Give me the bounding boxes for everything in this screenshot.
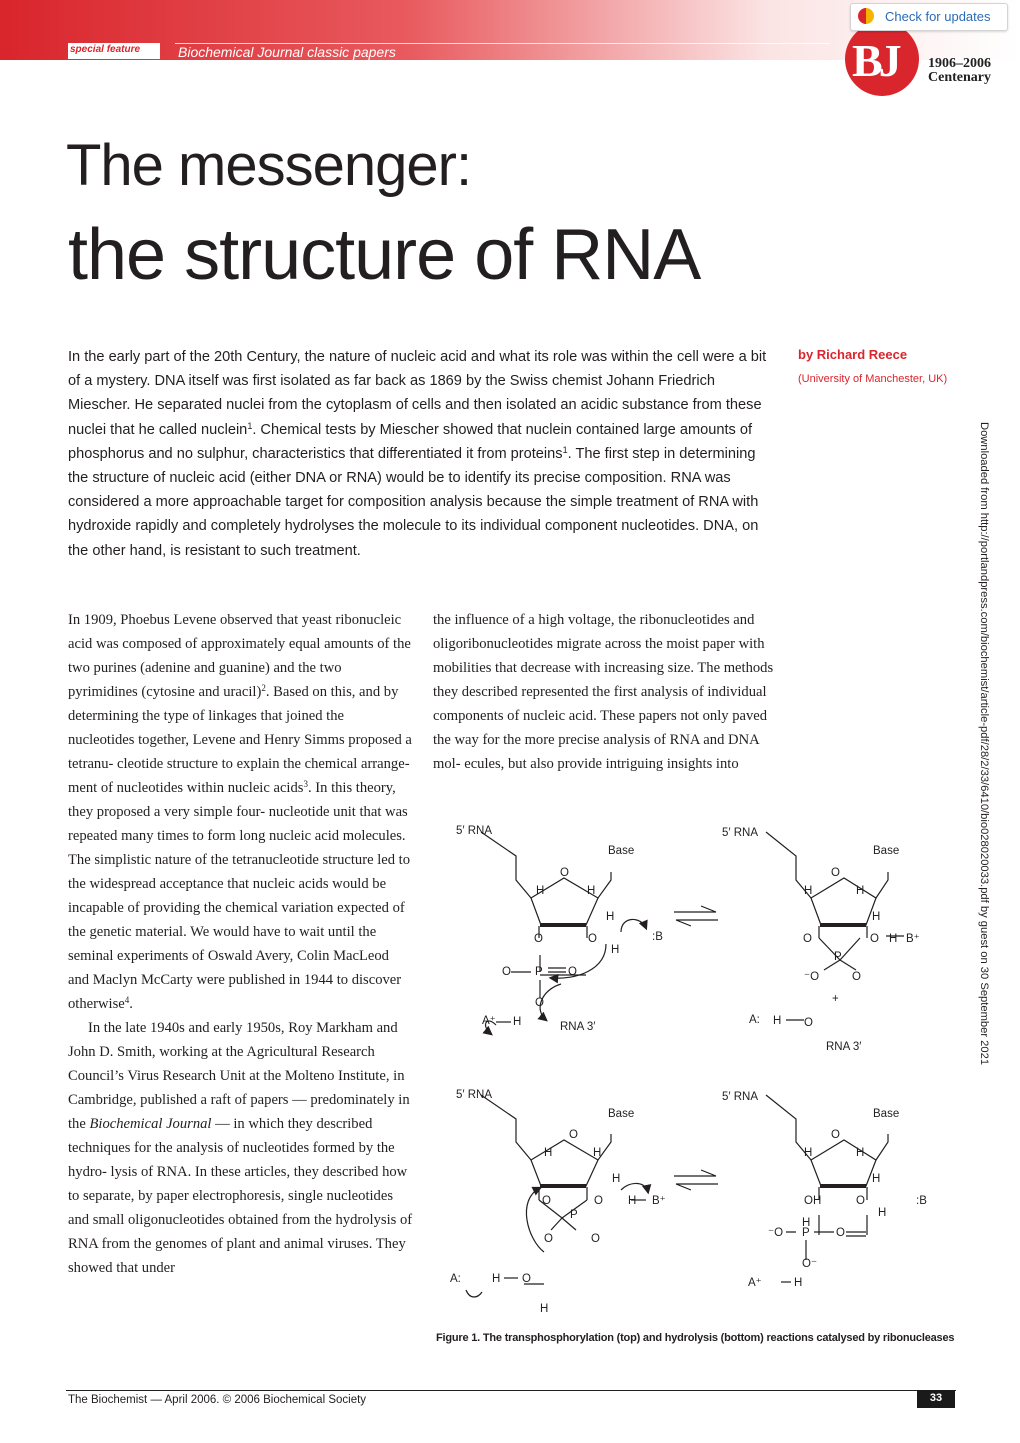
body-text: In the late 1940s and early 1950s, Roy Markham and John D. Smith, working at the Agricultural Research Council’s Virus Research Unit at the Molteno Institute, in Cambridge, published a raft of papers — predominately in the xyxy=(68,1020,410,1132)
figure-label: H xyxy=(872,1173,881,1185)
ribonuclease-reaction-figure xyxy=(436,820,956,1340)
page-number: 33 xyxy=(929,1392,943,1404)
figure-label: O xyxy=(560,867,569,879)
figure-label: RNA 3′ xyxy=(560,1021,596,1033)
download-notice-text[interactable]: Downloaded from http://portlandpress.com/biochemist/article-pdf/28/2/33/6410/bio028020033.pdf by guest on 30 September 2021 xyxy=(978,422,990,1066)
check-updates-label[interactable]: Check for updates xyxy=(885,9,991,24)
body-column-right xyxy=(433,608,778,776)
figure-label: O xyxy=(856,1195,865,1207)
logo-years: 1906–2006 xyxy=(928,56,991,71)
figure-label: B⁺ xyxy=(906,933,920,945)
figure-label: H xyxy=(593,1147,602,1159)
reference-marker[interactable]: 1 xyxy=(562,444,568,455)
figure-label: H xyxy=(804,1147,813,1159)
figure-label: A: xyxy=(450,1273,461,1285)
figure-label: ⁻O xyxy=(768,1227,784,1239)
figure-label: Base xyxy=(608,845,635,857)
body-text: . In this theory, they proposed a very simple four- nucleotide unit that was repeated many times to form long nucleic acid molecules. The simplistic nature of the tetranucleotide structure led to the widespread acceptance that nucleic acids would be incapable of providing the chemical variation expected of the genetic material. We would have to wait until the seminal experiments of Oswald Avery, Colin MacLeod and Maclyn McCarty were published in 1944 to discover otherwise xyxy=(68,780,411,1012)
footer-rule xyxy=(66,1390,956,1391)
figure-label: A: xyxy=(749,1014,760,1026)
author-byline: by Richard Reece xyxy=(798,347,908,362)
figure-label: H xyxy=(612,1173,621,1185)
figure-label: O xyxy=(591,1233,600,1245)
figure-label: H xyxy=(856,1147,865,1159)
footer-citation: The Biochemist — April 2006. © 2006 Biochemical Society xyxy=(68,1394,367,1406)
figure-label: H xyxy=(540,1303,549,1315)
figure-label: O xyxy=(568,966,577,978)
figure-label: O xyxy=(594,1195,603,1207)
figure-label: O xyxy=(569,1129,578,1141)
figure-label: :B xyxy=(916,1195,927,1207)
figure-label: H xyxy=(794,1277,803,1289)
body-text: . xyxy=(129,996,133,1012)
figure-label: Base xyxy=(873,845,900,857)
figure-label: H xyxy=(606,911,615,923)
figure-label: P xyxy=(834,951,842,963)
figure-caption: Figure 1. The transphosphorylation (top) and hydrolysis (bottom) reactions catalysed by ribonucleases xyxy=(436,1332,955,1344)
figure-label: O xyxy=(522,1273,531,1285)
figure-label: B⁺ xyxy=(652,1195,666,1207)
special-feature-label: special feature xyxy=(70,44,141,55)
reference-marker[interactable]: 2 xyxy=(261,683,266,693)
body-paragraph xyxy=(68,1016,413,1280)
reference-marker[interactable]: 4 xyxy=(124,995,130,1005)
figure-label: O xyxy=(870,933,879,945)
figure-label: H xyxy=(513,1016,522,1028)
figure-label: O xyxy=(588,933,597,945)
figure-label: H xyxy=(544,1147,553,1159)
figure-label: P xyxy=(802,1227,810,1239)
figure-label: + xyxy=(832,993,839,1005)
figure-label: H xyxy=(628,1195,637,1207)
figure-label: A⁺ xyxy=(748,1277,762,1289)
reference-marker[interactable]: 1 xyxy=(247,420,253,431)
figure-label: H xyxy=(889,933,898,945)
figure-label: OH xyxy=(804,1195,822,1207)
download-notice xyxy=(976,422,990,1066)
figure-label: 5′ RNA xyxy=(456,1089,493,1101)
body-text: — in which they described techniques for the analysis of nucleotides formed by the hydro- lysis of RNA. In these articles, they described how to separate, by paper electrophoresis, single nucleotides and small oligonucleotides obtained from the hydrolysis of RNA from the genomes of plant and animal viruses. They showed that under xyxy=(68,1116,413,1276)
figure-label: O xyxy=(534,933,543,945)
figure-label: P xyxy=(535,966,543,978)
figure-label: H xyxy=(802,1217,811,1229)
logo-centenary: Centenary xyxy=(928,70,991,85)
crossmark-icon[interactable] xyxy=(858,8,874,24)
intro-text: . Chemical tests by Miescher showed that nuclein contained large amounts of phosphorus and no sulphur, characteristics that differentiated it from proteins xyxy=(68,421,753,462)
figure-label: ⁻O xyxy=(804,971,820,983)
figure-label: RNA 3′ xyxy=(826,1041,862,1053)
figure-label: O xyxy=(852,971,861,983)
figure-label: O xyxy=(831,867,840,879)
figure-label: 5′ RNA xyxy=(722,1091,759,1103)
figure-label: 5′ RNA xyxy=(722,827,759,839)
intro-paragraph xyxy=(68,345,768,563)
body-column-left xyxy=(68,608,413,1280)
figure-label: O xyxy=(502,966,511,978)
author-affiliation: (University of Manchester, UK) xyxy=(798,373,948,385)
figure-label: H xyxy=(856,885,865,897)
figure-label: O xyxy=(803,933,812,945)
article-title-line1: The messenger: xyxy=(66,133,472,198)
figure-label: H xyxy=(872,911,881,923)
body-text: . Based on this, and by determining the type of linkages that joined the nucleotides together, Levene and Henry Simms proposed a tetranu- cleotide structure to explain the chemical arrange- ment of nucleotides within nucleic acids xyxy=(68,684,412,796)
figure-label: 5′ RNA xyxy=(456,825,493,837)
figure-label: P xyxy=(570,1209,578,1221)
figure-label: O xyxy=(542,1195,551,1207)
article-title-line2: the structure of RNA xyxy=(68,215,701,295)
figure-label: O xyxy=(535,997,544,1009)
series-title: Biochemical Journal classic papers xyxy=(178,44,396,60)
figure-label: O xyxy=(544,1233,553,1245)
figure-label: H xyxy=(611,944,620,956)
figure-label: Base xyxy=(608,1108,635,1120)
figure-label: Base xyxy=(873,1108,900,1120)
body-text: In 1909, Phoebus Levene observed that yeast ribonucleic acid was composed of approximately equal amounts of the two purines (adenine and guanine) and the two pyrimidines (cytosine and uracil) xyxy=(68,612,411,700)
body-paragraph: the influence of a high voltage, the ribonucleotides and oligoribonucleotides migrate across the moist paper with mobilities that decrease with increasing size. The methods they described represented the first analysis of individual components of nucleic acid. These papers not only paved the way for the more precise analysis of RNA and DNA mol- ecules, but also provide intriguing insights into xyxy=(433,612,774,772)
figure-label: :B xyxy=(652,931,663,943)
reference-marker[interactable]: 3 xyxy=(303,779,308,789)
figure-label: O⁻ xyxy=(802,1258,818,1270)
body-paragraph xyxy=(68,608,413,1016)
figure-label: O xyxy=(831,1129,840,1141)
bj-logo-text: BJ xyxy=(852,35,898,86)
figure-label: H xyxy=(804,885,813,897)
figure-label: H xyxy=(773,1015,782,1027)
intro-text: In the early part of the 20th Century, the nature of nucleic acid and what its role was within the cell were a bit of a mystery. DNA itself was first isolated as far back as 1869 by the Swiss chemist Johann Friedrich Miescher. He separated nuclei from the cytoplasm of cells and then isolated an acidic substance from these nuclei that he called nuclein xyxy=(68,349,767,438)
figure-label: H xyxy=(587,885,596,897)
figure-label: H xyxy=(492,1273,501,1285)
intro-text: . The first step in determining the structure of nucleic acid (either DNA or RNA) would be to identify its precise composition. RNA was considered a more approachable target for composition analysis because the simple treatment of RNA with hydroxide rapidly and completely hydrolyses the molecule to its individual component nucleotides. DNA, on the other hand, is resistant to such treatment. xyxy=(68,445,759,559)
figure-label: H xyxy=(878,1207,887,1219)
figure-label: O xyxy=(804,1017,813,1029)
figure-label: H xyxy=(536,885,545,897)
figure-label: O xyxy=(836,1227,845,1239)
figure-label: A⁺ xyxy=(482,1015,496,1027)
journal-name: Biochemical Journal xyxy=(89,1116,212,1132)
